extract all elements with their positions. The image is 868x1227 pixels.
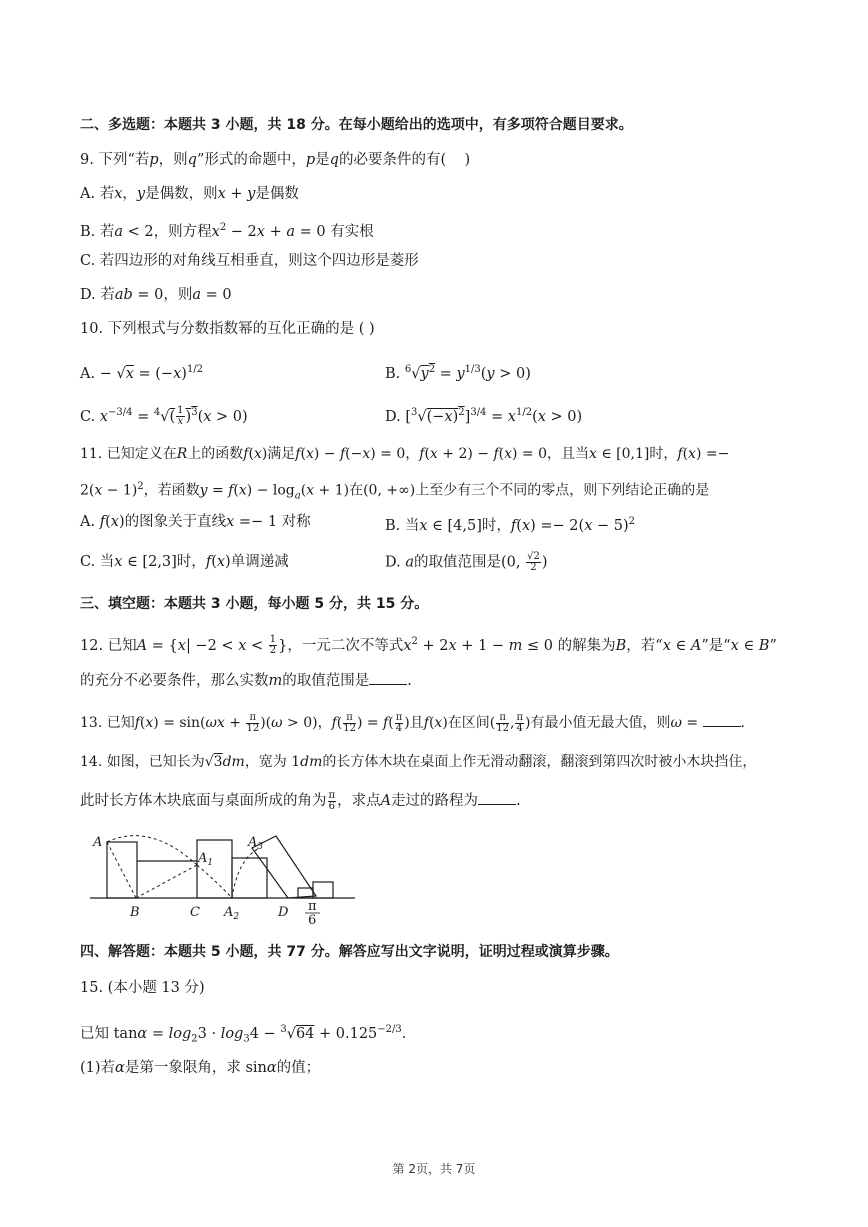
question-10-option-b: B. $^6√y^2 = y^{1/3}(y > 0)$: [385, 364, 531, 382]
question-10-stem: 10. 下列根式与分数指数幂的互化正确的是 ( ): [80, 321, 375, 337]
question-11-option-d: D. a的取值范围是(0, $\frac{√2}{2}$ ): [385, 551, 548, 573]
question-11-line-2: $2(x - 1)^2$，若函数$y = f(x) - \log_a(x + 1)$在(0, +∞)上至少有三个不同的零点，则下列结论正确的是: [80, 481, 710, 502]
question-12-line-2: 的充分不必要条件，那么实数m的取值范围是 .: [80, 670, 412, 691]
label-angle-num: π: [308, 899, 317, 914]
question-14-line-2: 此时长方体木块底面与桌面所成的角为 $\frac{\pi}{6}$ ，求点A走过的路程为 .: [80, 789, 521, 812]
section-4-title: 四、解答题：本题共 5 小题，共 77 分。解答应写出文字说明，证明过程或演算步骤。: [80, 944, 619, 960]
question-9-option-b: B. 若a < 2，则方程$x^2 - 2x + a = 0$ 有实根: [80, 222, 374, 240]
label-a2: $A_2$: [224, 905, 240, 922]
section-3-title: 三、填空题：本题共 3 小题，每小题 5 分，共 15 分。: [80, 596, 429, 612]
question-9-option-a: A. 若x，y是偶数，则x + y是偶数: [80, 186, 299, 202]
page-footer: 第 2页，共 7页: [392, 1162, 476, 1176]
question-10-option-a: A. − $√x = (-x)^{1/2}$: [80, 364, 204, 382]
question-10-option-c: C. $x^{-3/4} = ^4√$( $\frac{1}{x}$ )$^3$(x > 0): [80, 405, 248, 428]
answer-blank: [703, 712, 741, 727]
section-2-title: 二、多选题：本题共 3 小题，共 18 分。在每小题给出的选项中，有多项符合题目要求。: [80, 117, 633, 133]
question-9-option-c: C. 若四边形的对角线互相垂直，则这个四边形是菱形: [80, 253, 419, 269]
rolling-block-figure: [90, 828, 360, 928]
question-11-option-c: C. 当x ∈ [2,3]时，f(x)单调递减: [80, 554, 289, 570]
question-14-line-1: 14. 如图，已知长为√3dm，宽为 1dm的长方体木块在桌面上作无滑动翻滚，翻滚到第四次时被小木块挡住，: [80, 754, 757, 770]
question-11-option-b: B. 当x ∈ [4,5]时，$f(x) =- 2(x - 5)^2$: [385, 516, 635, 534]
answer-blank: [478, 790, 516, 805]
label-a1: $A_1$: [198, 851, 214, 868]
answer-blank: [369, 670, 407, 685]
label-angle-den: 6: [308, 913, 317, 928]
label-b: B: [130, 905, 140, 920]
question-13: 13. 已知f(x) = sin(ωx + $\frac{\pi}{12}$ )(ω > 0)，f( $\frac{\pi}{12}$ ) = f( $\frac{\pi}{4}$ )且f(x)在区间( $\frac{\pi}{12}$ , $\frac{\pi}{4}$ )有最小值无最大值，则ω = .: [80, 711, 745, 734]
question-9-option-d: D. 若ab = 0，则a = 0: [80, 287, 232, 303]
question-11-line-1: 11. 已知定义在R上的函数f(x)满足f(x) − f(−x) = 0，f(x + 2) − f(x) = 0，且当x ∈ [0,1]时，f(x) =−: [80, 446, 730, 462]
question-11-option-a: A. f(x)的图象关于直线x =− 1 对称: [80, 514, 311, 530]
label-a3: $A_3$: [248, 835, 264, 852]
question-12-line-1: 12. 已知A = {x| −2 < x < $\frac{1}{2}$ }，一元二次不等式$x^2 + 2x + 1 - m \le 0$ 的解集为B，若“x ∈ A”是“x ∈ B”: [80, 634, 777, 657]
question-15-stem: 15. (本小题 13 分): [80, 980, 205, 996]
question-10-option-d: D. $[^3√(-x)^2]^{3/4} = x^{1/2}(x > 0)$: [385, 407, 583, 425]
label-c: C: [190, 905, 200, 920]
label-a: A: [93, 835, 103, 850]
question-15-part-1: (1)若α是第一象限角，求 sinα的值；: [80, 1060, 321, 1076]
label-d: D: [278, 905, 289, 920]
question-15-given: 已知 $\tan\alpha = \log_23 \cdot \log_34 - ^3√64 + 0.125^{-2/3}$.: [80, 1024, 407, 1045]
question-9-stem: 9. 下列“若p，则q”形式的命题中，p是q的必要条件的有( ): [80, 152, 471, 168]
